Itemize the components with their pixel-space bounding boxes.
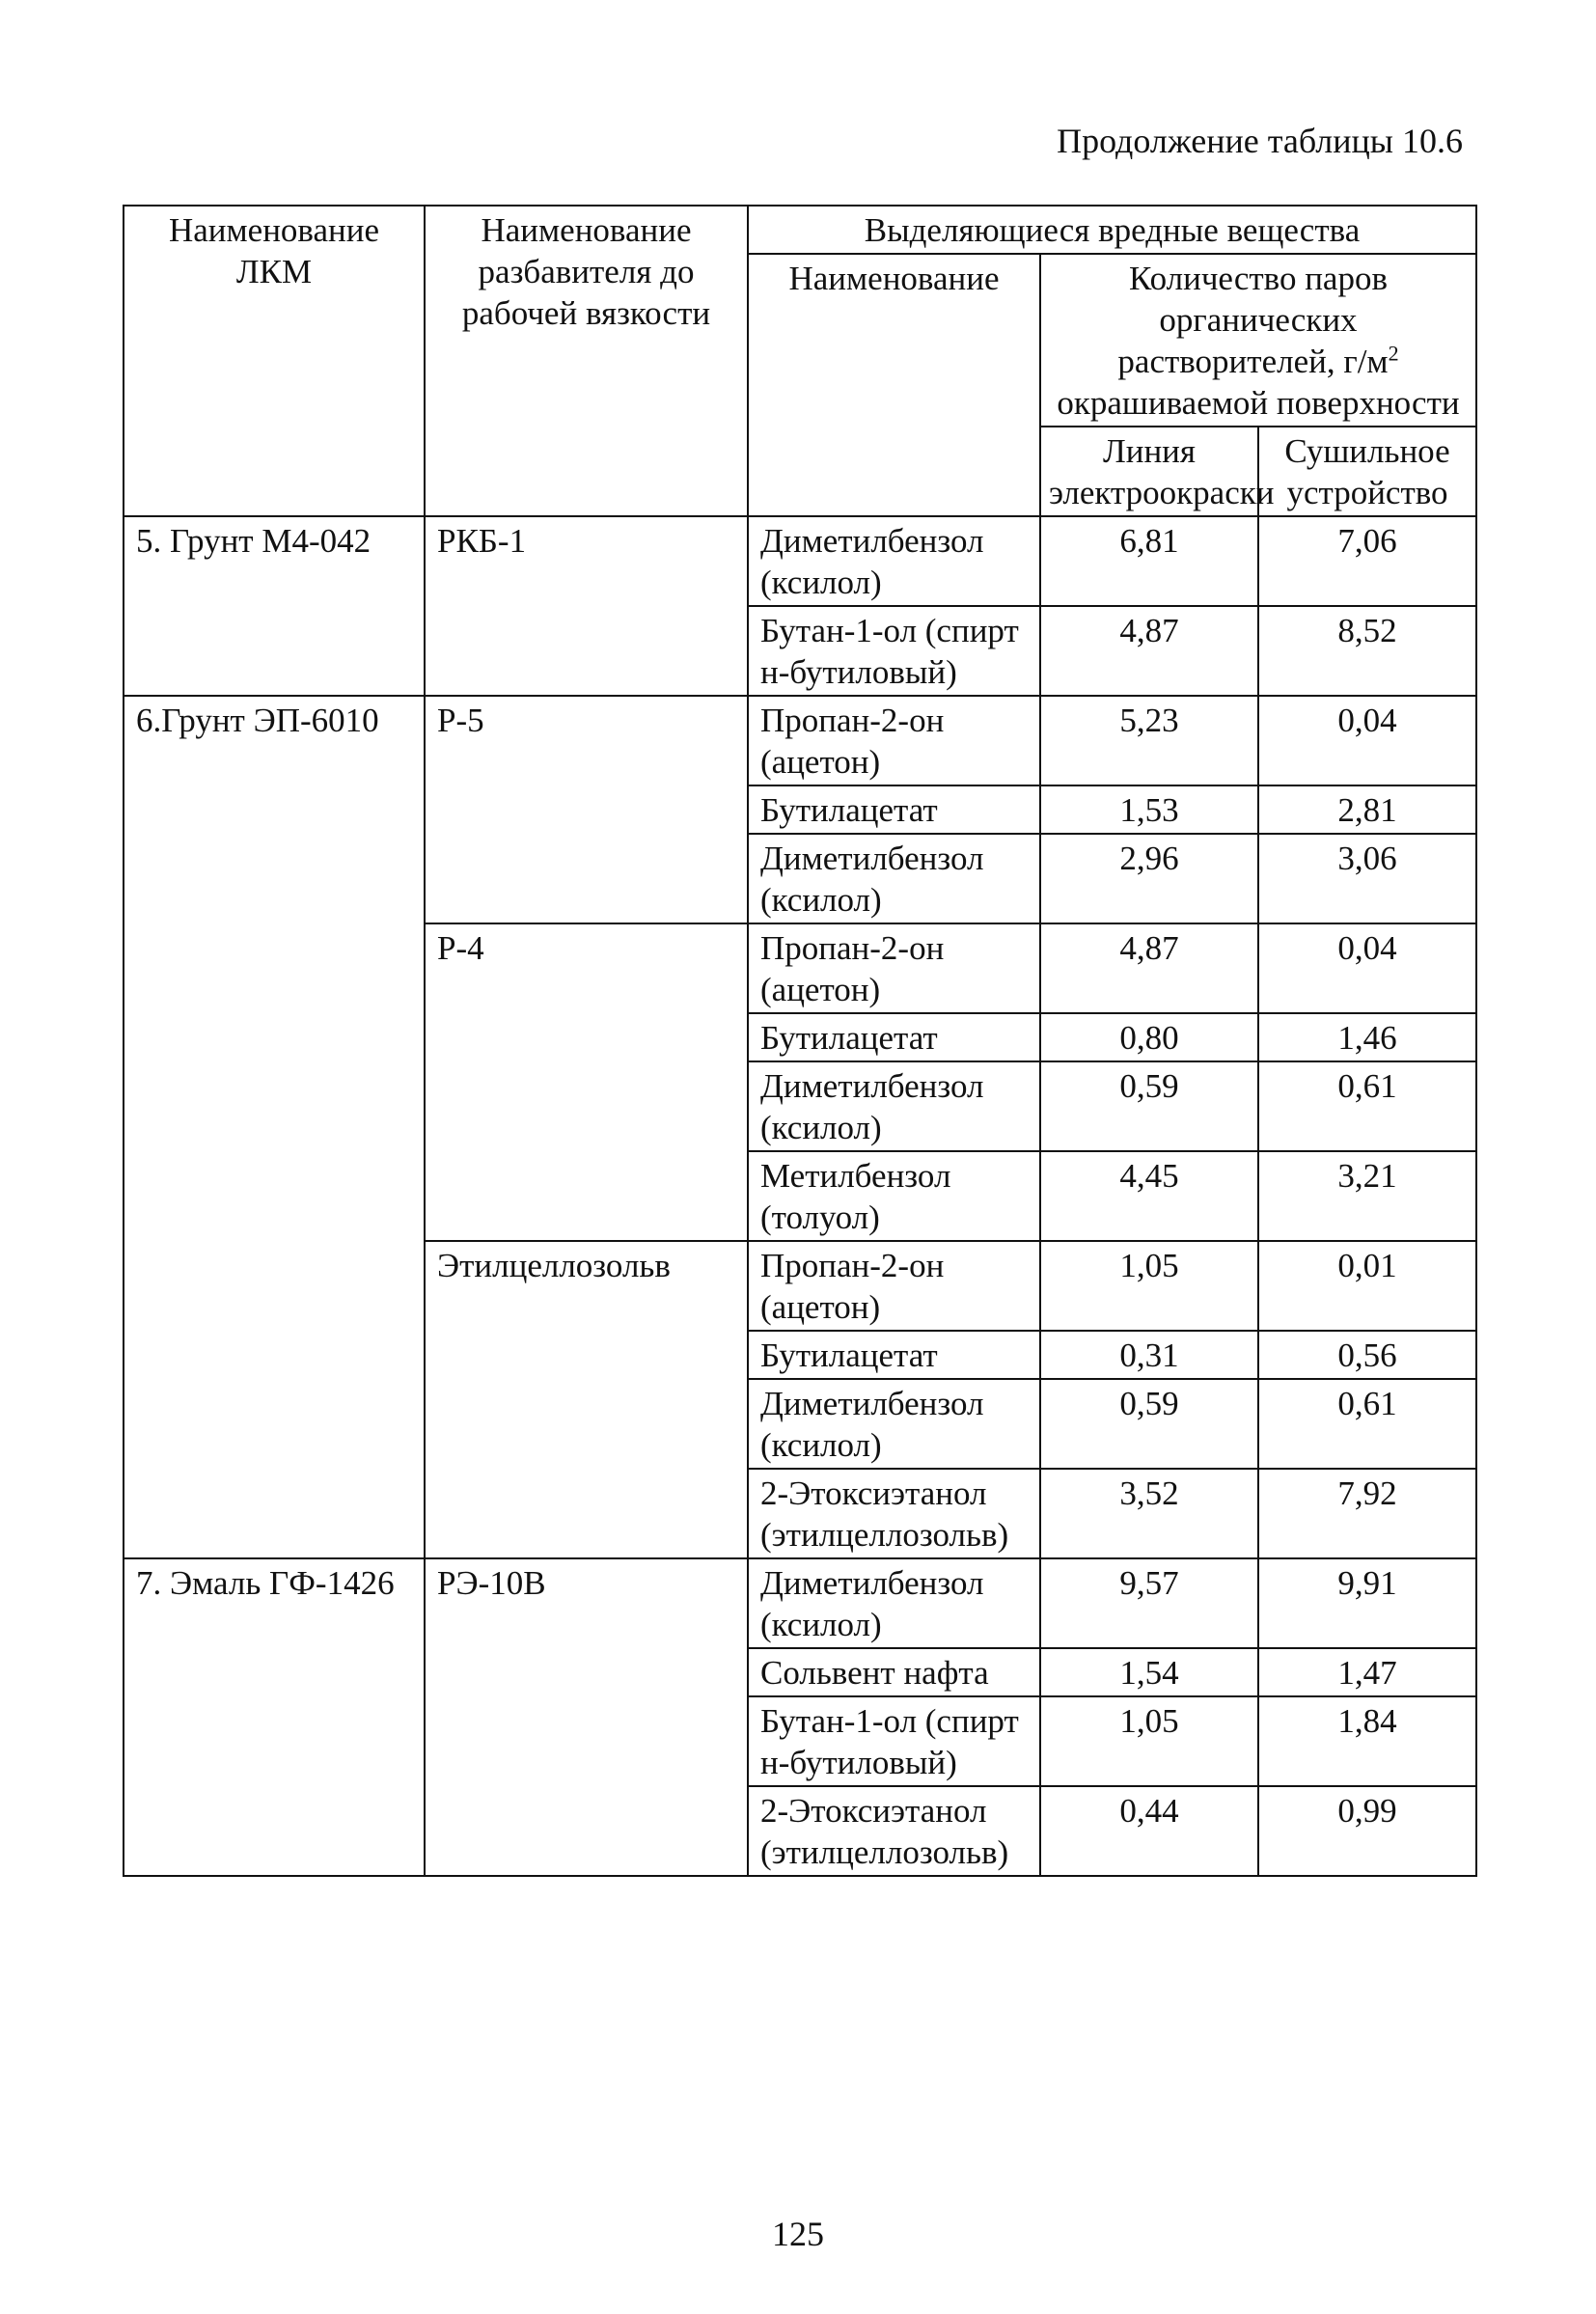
header-paint-name: Наименование ЛКМ — [124, 206, 425, 516]
page-number: 125 — [772, 2215, 824, 2253]
thinner-name-cell: Этилцеллозольв — [425, 1241, 748, 1558]
electro-line-value-cell: 1,05 — [1040, 1241, 1258, 1331]
substance-name-cell: Диметилбензол (ксилол) — [748, 1061, 1040, 1151]
dryer-value-cell: 0,56 — [1258, 1331, 1476, 1379]
dryer-value-cell: 0,04 — [1258, 696, 1476, 785]
electro-line-value-cell: 0,59 — [1040, 1379, 1258, 1469]
paint-name-cell: 6.Грунт ЭП-6010 — [124, 696, 425, 1558]
substance-name-cell: Бутилацетат — [748, 785, 1040, 834]
electro-line-value-cell: 5,23 — [1040, 696, 1258, 785]
electro-line-value-cell: 9,57 — [1040, 1558, 1258, 1648]
electro-line-value-cell: 4,87 — [1040, 606, 1258, 696]
header-substance-name: Наименование — [748, 254, 1040, 516]
header-vapor-amount-superscript: 2 — [1388, 341, 1399, 366]
header-vapor-amount-text: Количество паров органических растворителей, г/м — [1117, 260, 1389, 380]
table-body — [124, 516, 1476, 1876]
electro-line-value-cell: 0,31 — [1040, 1331, 1258, 1379]
substance-name-cell: Метилбензол (толуол) — [748, 1151, 1040, 1241]
substance-name-cell: 2-Этоксиэтанол (этилцеллозольв) — [748, 1786, 1040, 1876]
header-vapor-amount — [1040, 254, 1476, 427]
substance-name-cell: Бутан-1-ол (спирт н-бутиловый) — [748, 606, 1040, 696]
dryer-value-cell: 0,99 — [1258, 1786, 1476, 1876]
thinner-name-cell: Р-4 — [425, 923, 748, 1241]
substance-name-cell: Бутилацетат — [748, 1013, 1040, 1061]
emissions-table — [123, 205, 1477, 1877]
dryer-value-cell: 1,84 — [1258, 1696, 1476, 1786]
dryer-value-cell: 0,01 — [1258, 1241, 1476, 1331]
table-header — [124, 206, 1476, 516]
header-dryer: Сушильное устройство — [1258, 427, 1476, 516]
header-vapor-amount-tail: окрашиваемой поверхности — [1057, 384, 1460, 422]
paint-name-cell: 5. Грунт М4-042 — [124, 516, 425, 696]
electro-line-value-cell: 0,59 — [1040, 1061, 1258, 1151]
dryer-value-cell: 0,04 — [1258, 923, 1476, 1013]
paint-name-cell: 7. Эмаль ГФ-1426 — [124, 1558, 425, 1876]
substance-name-cell: Диметилбензол (ксилол) — [748, 516, 1040, 606]
thinner-name-cell: РКБ-1 — [425, 516, 748, 696]
electro-line-value-cell: 4,87 — [1040, 923, 1258, 1013]
thinner-name-cell: Р-5 — [425, 696, 748, 923]
dryer-value-cell: 1,47 — [1258, 1648, 1476, 1696]
dryer-value-cell: 3,21 — [1258, 1151, 1476, 1241]
electro-line-value-cell: 0,44 — [1040, 1786, 1258, 1876]
electro-line-value-cell: 0,80 — [1040, 1013, 1258, 1061]
substance-name-cell: Сольвент нафта — [748, 1648, 1040, 1696]
dryer-value-cell: 0,61 — [1258, 1061, 1476, 1151]
dryer-value-cell: 1,46 — [1258, 1013, 1476, 1061]
substance-name-cell: Бутилацетат — [748, 1331, 1040, 1379]
thinner-name-cell: РЭ-10В — [425, 1558, 748, 1876]
dryer-value-cell: 3,06 — [1258, 834, 1476, 923]
electro-line-value-cell: 2,96 — [1040, 834, 1258, 923]
header-electro-line: Линия электроокраски — [1040, 427, 1258, 516]
electro-line-value-cell: 4,45 — [1040, 1151, 1258, 1241]
electro-line-value-cell: 1,05 — [1040, 1696, 1258, 1786]
substance-name-cell: Бутан-1-ол (спирт н-бутиловый) — [748, 1696, 1040, 1786]
substance-name-cell: Пропан-2-он (ацетон) — [748, 1241, 1040, 1331]
electro-line-value-cell: 3,52 — [1040, 1469, 1258, 1558]
electro-line-value-cell: 6,81 — [1040, 516, 1258, 606]
dryer-value-cell: 7,92 — [1258, 1469, 1476, 1558]
header-emitted-substances: Выделяющиеся вредные вещества — [748, 206, 1476, 254]
table-row — [124, 516, 1476, 606]
header-thinner-name: Наименование разбавителя до рабочей вязкости — [425, 206, 748, 516]
substance-name-cell: Диметилбензол (ксилол) — [748, 1558, 1040, 1648]
substance-name-cell: Диметилбензол (ксилол) — [748, 1379, 1040, 1469]
table-caption: Продолжение таблицы 10.6 — [1057, 122, 1463, 160]
electro-line-value-cell: 1,54 — [1040, 1648, 1258, 1696]
substance-name-cell: Пропан-2-он (ацетон) — [748, 696, 1040, 785]
substance-name-cell: Диметилбензол (ксилол) — [748, 834, 1040, 923]
dryer-value-cell: 9,91 — [1258, 1558, 1476, 1648]
dryer-value-cell: 0,61 — [1258, 1379, 1476, 1469]
substance-name-cell: Пропан-2-он (ацетон) — [748, 923, 1040, 1013]
table-row — [124, 696, 1476, 785]
substance-name-cell: 2-Этоксиэтанол (этилцеллозольв) — [748, 1469, 1040, 1558]
dryer-value-cell: 7,06 — [1258, 516, 1476, 606]
table-row — [124, 1558, 1476, 1648]
electro-line-value-cell: 1,53 — [1040, 785, 1258, 834]
dryer-value-cell: 2,81 — [1258, 785, 1476, 834]
dryer-value-cell: 8,52 — [1258, 606, 1476, 696]
